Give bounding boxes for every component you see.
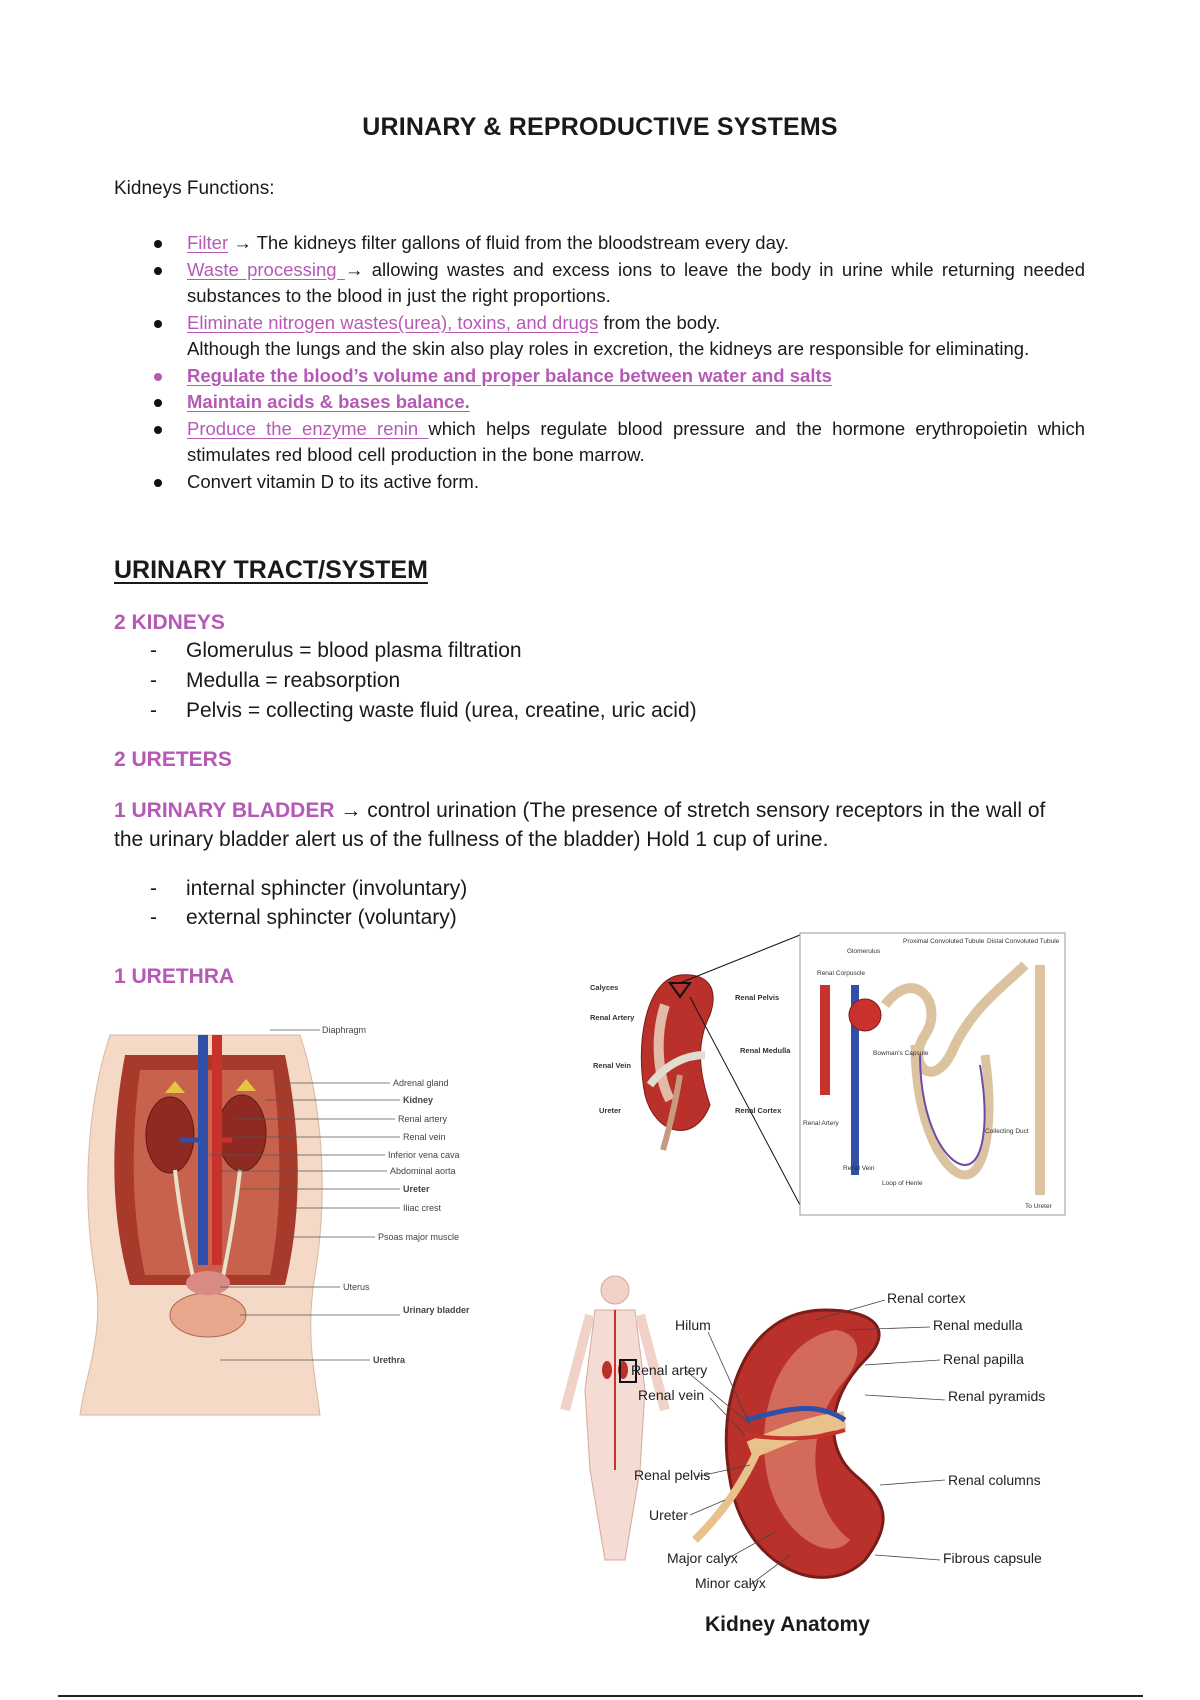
highlight-text: Waste processing <box>187 258 345 280</box>
functions-list <box>150 230 1085 495</box>
ureters-heading: 2 URETERS <box>114 748 232 771</box>
item-text: from the body. <box>598 311 721 333</box>
label-hilum: Hilum <box>675 1317 711 1333</box>
label-renal-pelvis: Renal pelvis <box>634 1467 711 1483</box>
label-loop-of-henle: Loop of Henle <box>882 1180 923 1187</box>
label-renal-corpuscle: Renal Corpuscle <box>817 970 866 977</box>
label-ureter: Ureter <box>649 1507 688 1523</box>
label-renal-cortex: Renal cortex <box>887 1290 966 1306</box>
sphincter-list <box>150 874 467 932</box>
label-glomerulus: Glomerulus <box>847 948 881 955</box>
bladder-heading: 1 URINARY BLADDER <box>114 799 335 822</box>
urethra-heading: 1 URETHRA <box>114 965 235 988</box>
label-minor-calyx: Minor calyx <box>695 1575 766 1591</box>
page-title: URINARY & REPRODUCTIVE SYSTEMS <box>362 113 838 141</box>
highlight-text: Filter <box>187 232 229 253</box>
kidneys-list <box>150 636 697 726</box>
label-iliac-crest: Iliac crest <box>403 1203 442 1213</box>
label-psoas: Psoas major muscle <box>378 1232 460 1242</box>
kidneys-heading: 2 KIDNEYS <box>114 611 225 634</box>
list-item <box>150 257 1085 310</box>
label-renal-vein: Renal Vein <box>593 1061 631 1070</box>
list-item: - Glomerulus = blood plasma filtration <box>150 636 697 666</box>
label-fibrous-capsule: Fibrous capsule <box>943 1550 1042 1566</box>
label-kidney: Kidney <box>403 1095 434 1105</box>
label-calyces: Calyces <box>590 983 619 992</box>
label-renal-artery: Renal Artery <box>590 1013 635 1022</box>
label-ureter: Ureter <box>599 1106 622 1115</box>
label-abdominal-aorta: Abdominal aorta <box>390 1166 456 1176</box>
bladder-paragraph <box>114 796 1074 854</box>
item-text: Convert vitamin D to its active form. <box>187 470 479 492</box>
item-continuation: Although the lungs and the skin also play roles in excretion, the kidneys are responsible for eliminating. <box>187 338 1030 359</box>
label-renal-artery: Renal artery <box>631 1362 708 1378</box>
label-nephron-renal-artery: Renal Artery <box>803 1120 839 1127</box>
urinary-system-torso-figure <box>70 1015 530 1430</box>
label-renal-artery: Renal artery <box>398 1114 448 1124</box>
list-item: - Medulla = reabsorption <box>150 666 697 696</box>
label-renal-pyramids: Renal pyramids <box>948 1388 1046 1404</box>
section-heading: URINARY TRACT/SYSTEM <box>114 556 428 584</box>
item-text: which helps regulate blood pressure and the hormone erythropoietin which stimulates red blood cell production in the bone marrow. <box>187 417 1085 465</box>
page-divider <box>58 1695 1143 1697</box>
label-nephron-renal-vein: Renal Vein <box>843 1165 875 1172</box>
label-renal-vein: Renal vein <box>638 1387 705 1403</box>
highlight-text: Maintain acids & bases balance. <box>187 391 470 412</box>
list-item <box>150 310 1085 337</box>
list-item <box>150 230 1085 257</box>
label-renal-medulla: Renal medulla <box>933 1317 1023 1333</box>
bladder-text: → control urination (The presence of stretch sensory receptors in the wall of the urinary bladder alert us of the fullness of the bladder) Hold 1 cup of urine. <box>114 799 1046 851</box>
kidney-anatomy-figure <box>545 1270 1065 1630</box>
intro-label: Kidneys Functions: <box>114 178 275 199</box>
highlight-text: Eliminate nitrogen wastes(urea), toxins, and drugs <box>187 311 599 333</box>
label-proximal-tubule: Proximal Convoluted Tubule <box>903 938 985 945</box>
label-major-calyx: Major calyx <box>667 1550 738 1566</box>
label-renal-medulla: Renal Medulla <box>740 1046 791 1055</box>
label-ureter: Ureter <box>403 1184 430 1194</box>
label-to-ureter: To Ureter <box>1025 1203 1052 1210</box>
label-uterus: Uterus <box>343 1282 370 1292</box>
label-urinary-bladder: Urinary bladder <box>403 1305 470 1315</box>
label-renal-papilla: Renal papilla <box>943 1351 1024 1367</box>
highlight-text: Regulate the blood’s volume and proper balance between water and salts <box>187 364 832 386</box>
label-inferior-vena-cava: Inferior vena cava <box>388 1150 460 1160</box>
nephron-figure <box>585 925 1070 1225</box>
list-item: - external sphincter (voluntary) <box>150 903 467 932</box>
list-item <box>150 416 1085 469</box>
label-renal-pelvis: Renal Pelvis <box>735 993 780 1002</box>
label-renal-cortex: Renal Cortex <box>735 1106 782 1115</box>
label-diaphragm: Diaphragm <box>322 1025 367 1035</box>
highlight-text: Produce the enzyme renin <box>187 417 429 439</box>
list-item: - Pelvis = collecting waste fluid (urea, creatine, uric acid) <box>150 696 697 726</box>
item-text: → The kidneys filter gallons of fluid from the bloodstream every day. <box>228 232 789 253</box>
figure-caption: Kidney Anatomy <box>705 1613 870 1636</box>
item-text: → allowing wastes and excess ions to leave the body in urine while returning needed substances to the blood in just the right proportions. <box>187 258 1085 306</box>
list-item <box>150 363 1085 390</box>
label-distal-tubule: Distal Convoluted Tubule <box>987 938 1060 945</box>
list-item: - internal sphincter (involuntary) <box>150 874 467 903</box>
label-renal-vein: Renal vein <box>403 1132 446 1142</box>
label-urethra: Urethra <box>373 1355 406 1365</box>
list-item <box>150 469 1085 496</box>
list-item <box>150 389 1085 416</box>
label-collecting-duct: Collecting Duct <box>985 1128 1029 1135</box>
label-adrenal-gland: Adrenal gland <box>393 1078 449 1088</box>
label-bowmans-capsule: Bowman's Capsule <box>873 1050 929 1057</box>
label-renal-columns: Renal columns <box>948 1472 1041 1488</box>
